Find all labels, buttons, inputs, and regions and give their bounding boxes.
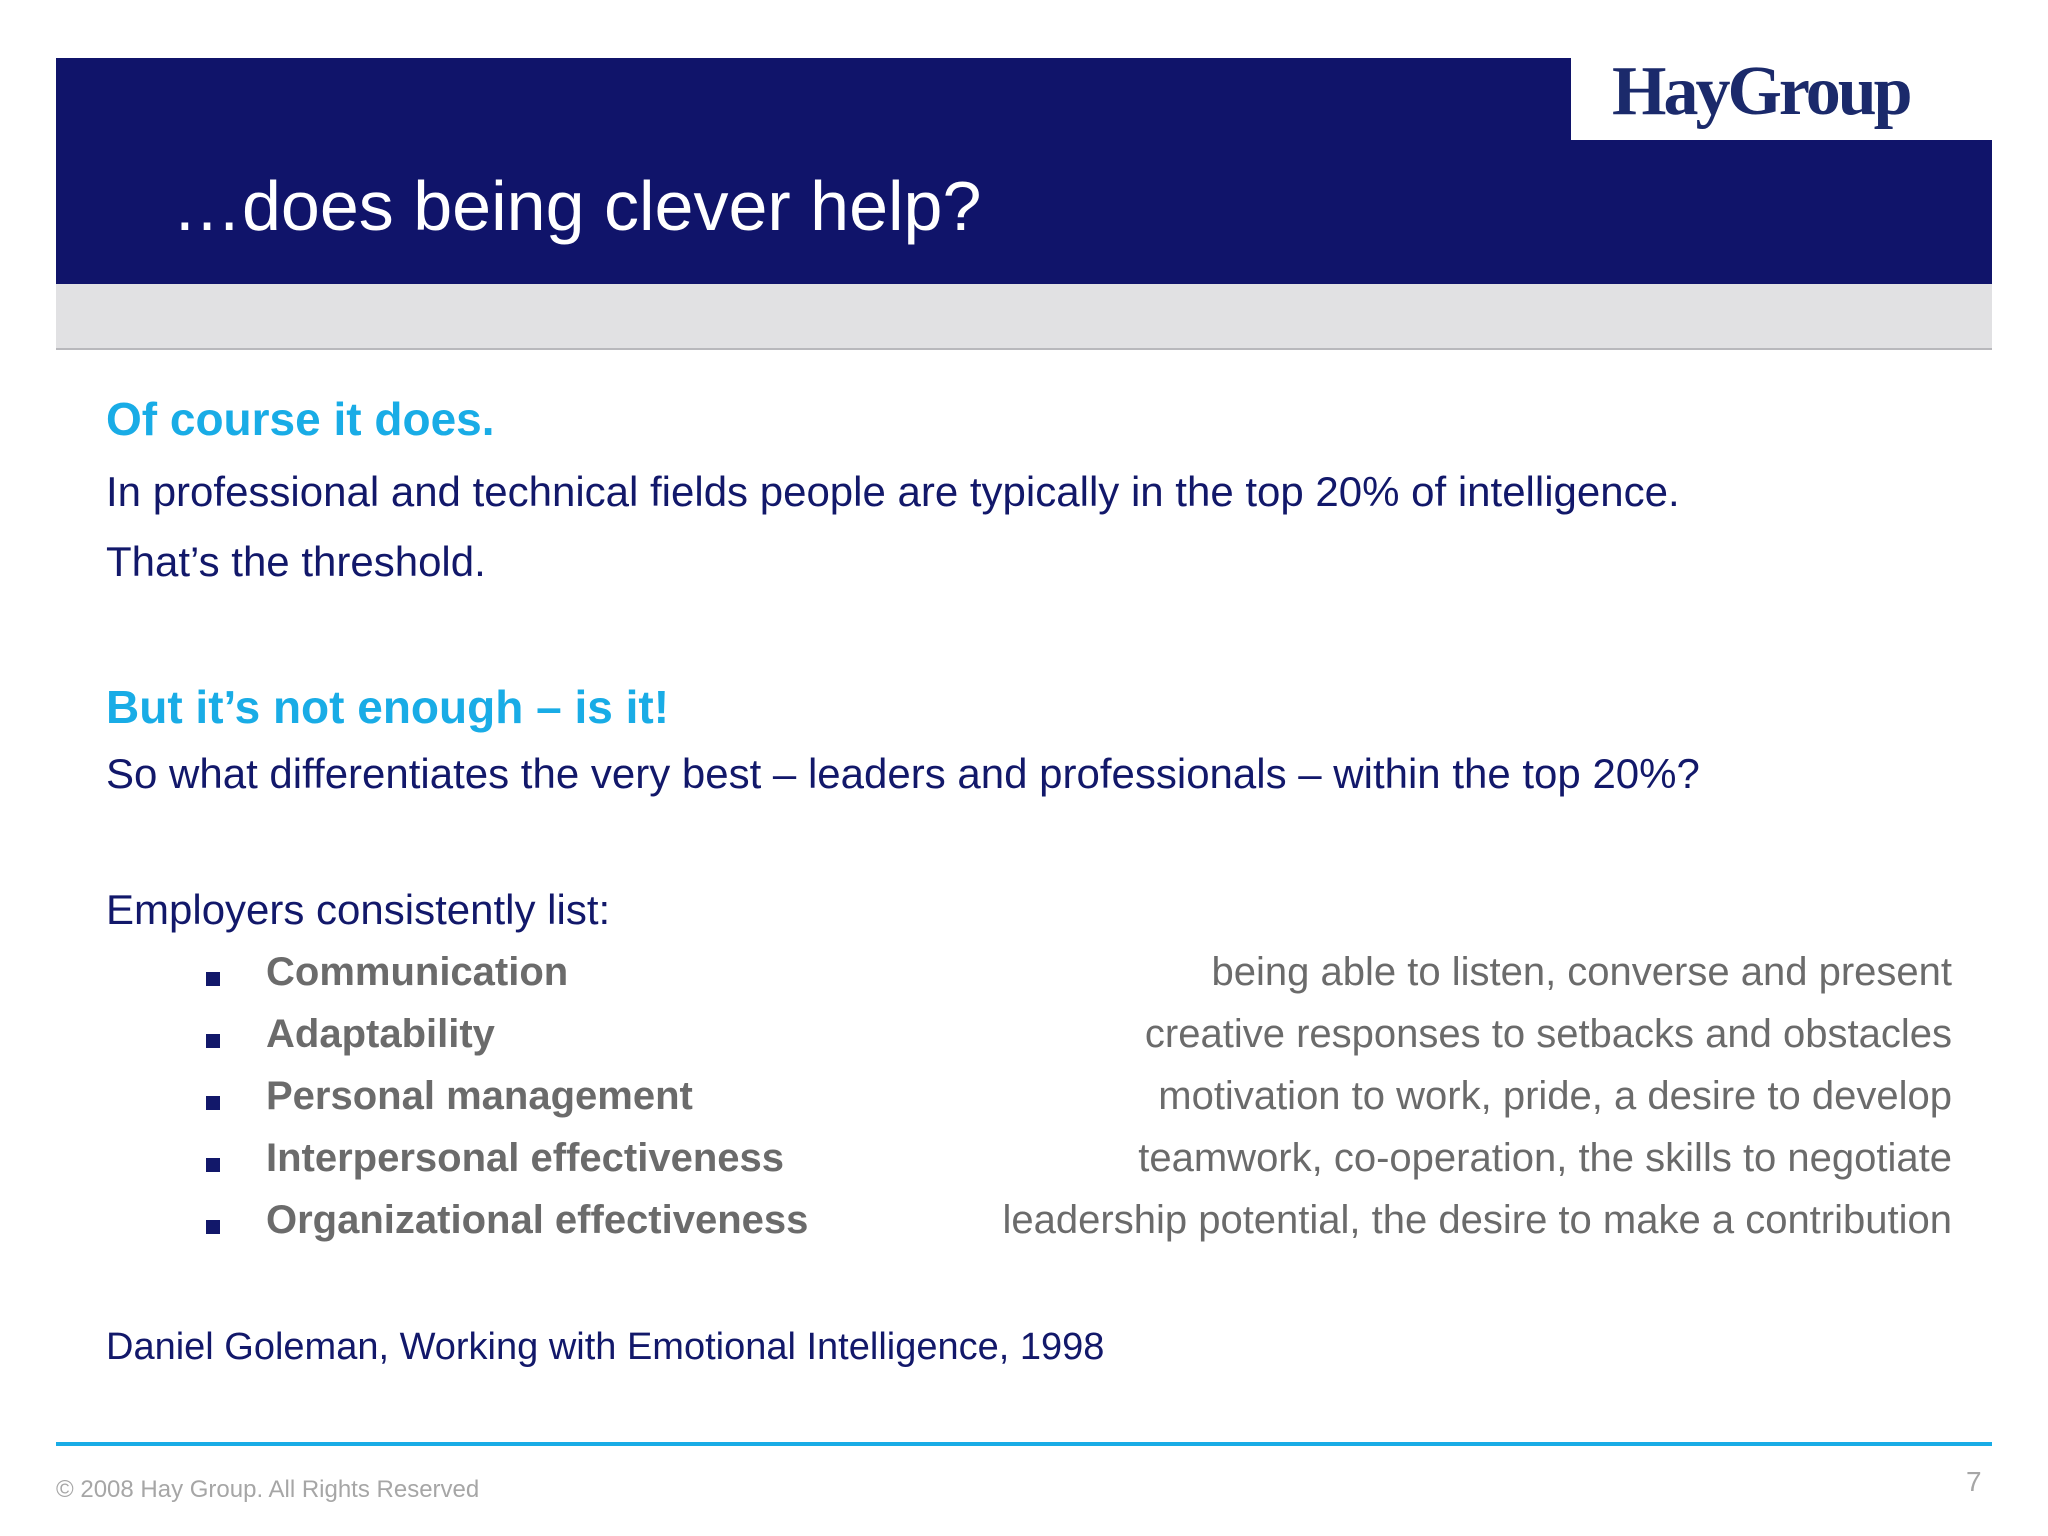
square-bullet-icon [206, 972, 220, 986]
list-item [202, 1074, 1952, 1136]
list-item-term: Communication [266, 950, 569, 994]
section1-line-1: In professional and technical fields people are typically in the top 20% of intelligence. [106, 468, 1680, 515]
list-item [202, 950, 1952, 1012]
citation: Daniel Goleman, Working with Emotional Intelligence, 1998 [106, 1326, 1105, 1368]
list-item-description: motivation to work, pride, a desire to develop [1158, 1074, 1952, 1118]
list-item-description: teamwork, co-operation, the skills to negotiate [1138, 1136, 1952, 1180]
haygroup-logo: HayGroup [1612, 53, 1910, 130]
square-bullet-icon [206, 1034, 220, 1048]
list-item-term: Personal management [266, 1074, 693, 1118]
list-item-term: Adaptability [266, 1012, 495, 1056]
slide-title: …does being clever help? [172, 167, 982, 245]
square-bullet-icon [206, 1096, 220, 1110]
section1-line-2: That’s the threshold. [106, 538, 486, 585]
list-item-description: creative responses to setbacks and obstacles [1144, 1012, 1952, 1056]
list-item-description: being able to listen, converse and present [1211, 950, 1952, 994]
section2-heading: But it’s not enough – is it! [106, 681, 670, 733]
employers-intro: Employers consistently list: [106, 886, 611, 933]
list-item-term: Interpersonal effectiveness [266, 1136, 784, 1180]
page-number: 7 [1966, 1466, 1982, 1497]
list-item [202, 1012, 1952, 1074]
header-subband [56, 284, 1992, 350]
section2-line-1: So what differentiates the very best – leaders and professionals – within the top 20%? [106, 750, 1700, 797]
copyright-notice: © 2008 Hay Group. All Rights Reserved [56, 1476, 480, 1503]
square-bullet-icon [206, 1158, 220, 1172]
list-item-term: Organizational effectiveness [266, 1198, 809, 1242]
footer-divider [56, 1442, 1992, 1446]
section1-heading: Of course it does. [106, 393, 495, 445]
list-item-description: leadership potential, the desire to make a contribution [1002, 1198, 1952, 1242]
list-item [202, 1136, 1952, 1198]
list-item [202, 1198, 1952, 1260]
square-bullet-icon [206, 1220, 220, 1234]
